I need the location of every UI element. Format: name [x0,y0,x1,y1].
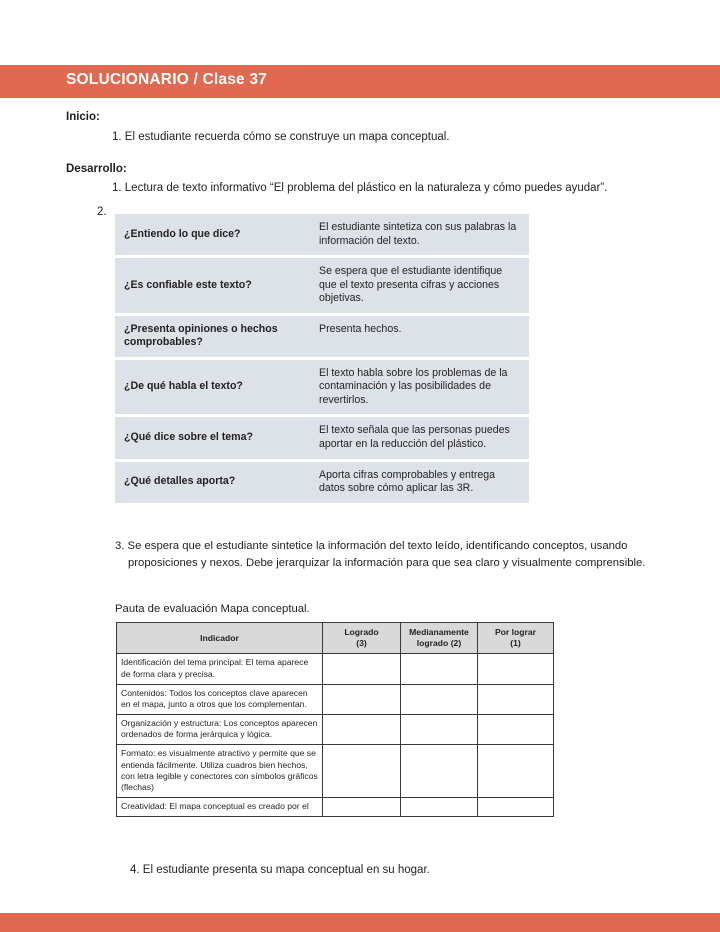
rubric-table [116,622,554,817]
qa-list-number: 2. [97,206,107,218]
rubric-indicator: Creatividad: El mapa conceptual es creado por el [117,798,323,817]
rubric-cell-medianamente[interactable] [401,715,478,745]
rubric-cell-por-lograr[interactable] [478,715,554,745]
table-row [115,214,529,255]
rubric-indicator: Contenidos: Todos los conceptos clave aparecen en el mapa, junto a otros que los complementan. [117,684,323,714]
rubric-col-medianamente-line2: logrado (2) [416,638,462,649]
rubric-col-logrado-line1: Logrado [344,627,379,637]
footer-banner [0,913,720,932]
desarrollo-item-1: 1. Lectura de texto informativo “El problema del plástico en la naturaleza y cómo puedes ayudar”. [112,182,608,195]
rubric-header-row [117,623,554,654]
table-row [115,360,529,415]
table-row [115,316,529,357]
table-row [117,745,554,798]
rubric-indicator: Organización y estructura: Los conceptos aparecen ordenados de forma jerárquica y lógica. [117,715,323,745]
table-row [117,684,554,714]
rubric-indicator: Identificación del tema principal: El tema aparece de forma clara y precisa. [117,654,323,684]
qa-table [115,211,529,506]
inicio-item-1: 1. El estudiante recuerda cómo se construye un mapa conceptual. [112,130,450,143]
rubric-col-por-lograr-line1: Por lograr [494,627,537,637]
table-row [117,654,554,684]
document-body [0,98,720,196]
rubric-cell-por-lograr[interactable] [478,798,554,817]
qa-answer: Aporta cifras comprobables y entrega datos sobre cómo aplicar las 3R. [310,462,529,503]
rubric-cell-logrado[interactable] [323,715,401,745]
table-row [115,462,529,503]
desarrollo-item-4: 4. El estudiante presenta su mapa conceptual en su hogar. [130,863,430,876]
rubric-col-medianamente [401,623,478,654]
qa-question: ¿Presenta opiniones o hechos comprobables? [115,316,310,357]
rubric-cell-logrado[interactable] [323,745,401,798]
desarrollo-item-3: 3. Se espera que el estudiante sintetice la información del texto leído, identificando conceptos, usando proposiciones y nexos. Debe jerarquizar la información para que sea claro y visualmente comprensible. [115,540,646,569]
qa-question: ¿Es confiable este texto? [115,258,310,313]
qa-question: ¿Qué dice sobre el tema? [115,417,310,458]
qa-question: ¿De qué habla el texto? [115,360,310,415]
qa-answer: El estudiante sintetiza con sus palabras la información del texto. [310,214,529,255]
rubric-cell-logrado[interactable] [323,798,401,817]
rubric-col-indicador-line1: Indicador [200,632,239,643]
heading-desarrollo: Desarrollo: [66,162,127,175]
rubric-cell-logrado[interactable] [323,684,401,714]
rubric-col-logrado-line2: (3) [356,638,367,649]
rubric-col-medianamente-line1: Medianamente [409,627,469,637]
rubric-cell-logrado[interactable] [323,654,401,684]
rubric-cell-medianamente[interactable] [401,745,478,798]
table-row [115,258,529,313]
rubric-cell-medianamente[interactable] [401,798,478,817]
rubric-cell-por-lograr[interactable] [478,684,554,714]
qa-question: ¿Qué detalles aporta? [115,462,310,503]
rubric-col-por-lograr-line2: (1) [510,638,521,649]
table-row [115,417,529,458]
qa-answer: Se espera que el estudiante identifique que el texto presenta cifras y acciones objetivas. [310,258,529,313]
rubric-col-logrado [323,623,401,654]
table-row [117,715,554,745]
table-row [117,798,554,817]
qa-answer: El texto señala que las personas puedes aportar en la reducción del plástico. [310,417,529,458]
pauta-caption: Pauta de evaluación Mapa conceptual. [115,603,310,616]
qa-answer: El texto habla sobre los problemas de la contaminación y las posibilidades de revertirlos. [310,360,529,415]
rubric-col-indicador [117,623,323,654]
rubric-cell-por-lograr[interactable] [478,654,554,684]
rubric-indicator: Formato: es visualmente atractivo y permite que se entienda fácilmente. Utiliza cuadros bien hechos, con letra legible y conectores con símbolos gráficos (flechas) [117,745,323,798]
qa-question: ¿Entiendo lo que dice? [115,214,310,255]
heading-inicio: Inicio: [66,111,100,123]
rubric-cell-medianamente[interactable] [401,654,478,684]
qa-answer: Presenta hechos. [310,316,529,357]
rubric-cell-medianamente[interactable] [401,684,478,714]
rubric-cell-por-lograr[interactable] [478,745,554,798]
page-title [66,71,267,89]
page-title-text: SOLUCIONARIO / Clase 37 [66,71,267,88]
rubric-col-por-lograr [478,623,554,654]
